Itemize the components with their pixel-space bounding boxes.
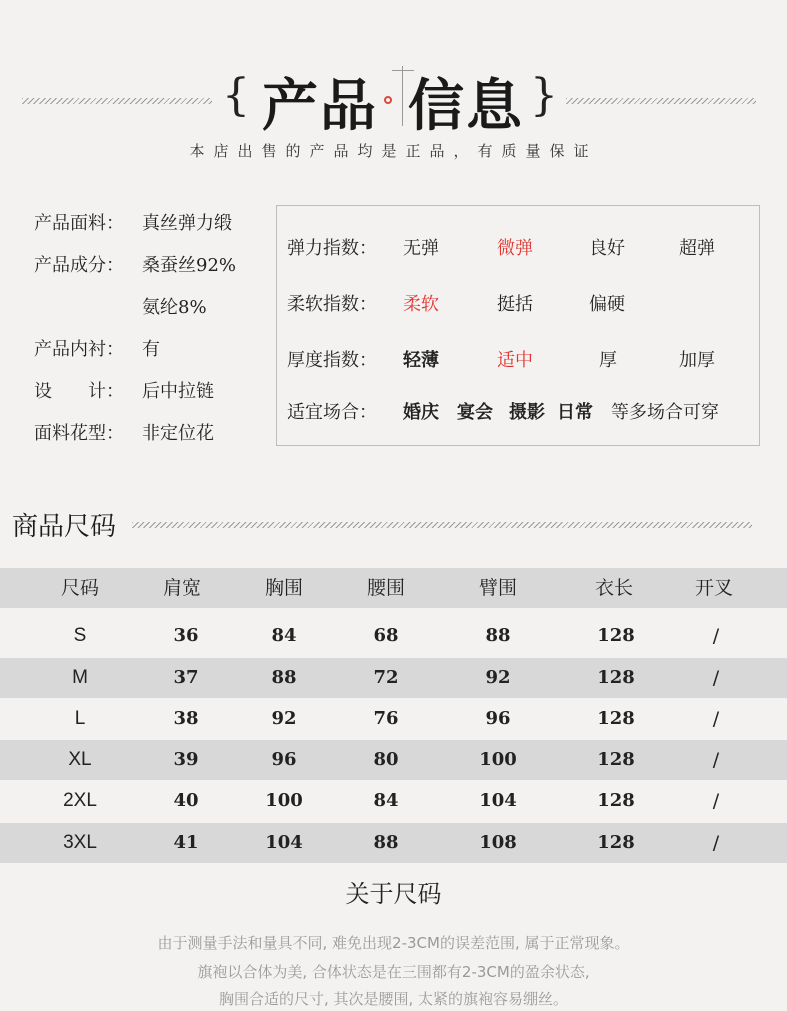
- elasticity-option-selected: 微弹: [497, 238, 533, 259]
- shoulder-cell: 37: [173, 667, 199, 688]
- table-header-cell: 胸围: [264, 577, 303, 599]
- elasticity-label: 弹力指数：: [287, 238, 377, 259]
- table-row: [0, 658, 787, 698]
- arm-cell: 100: [479, 749, 517, 770]
- spec-row: [34, 377, 214, 403]
- thickness-label: 厚度指数：: [287, 350, 377, 371]
- length-cell: 128: [597, 708, 635, 729]
- length-cell: 128: [597, 667, 635, 688]
- title-right: 信息: [408, 73, 524, 139]
- shoulder-cell: 41: [173, 832, 199, 853]
- chest-cell: 104: [265, 832, 303, 853]
- slit-cell: /: [712, 790, 720, 812]
- arm-cell: 104: [479, 790, 517, 811]
- spec-value: 真丝弹力缎: [142, 213, 232, 234]
- spec-value: 后中拉链: [142, 381, 214, 402]
- title-divider: [402, 66, 403, 126]
- arm-cell: 96: [485, 708, 511, 729]
- softness-option-selected: 柔软: [403, 294, 439, 315]
- thickness-option: 厚: [599, 350, 617, 371]
- thickness-option: 加厚: [679, 350, 715, 371]
- slit-cell: /: [712, 667, 720, 689]
- spec-row: [34, 419, 214, 445]
- chest-cell: 88: [271, 667, 297, 688]
- size-section-hatch: [132, 522, 752, 528]
- length-cell: 128: [597, 832, 635, 853]
- spec-row: [34, 335, 160, 361]
- table-row: [0, 616, 787, 656]
- page-title: [0, 62, 787, 139]
- spec-row: [34, 251, 236, 277]
- spec-row: [34, 209, 232, 235]
- size-cell: M: [72, 667, 88, 688]
- about-note: 由于测量手法和量具不同, 难免出现2-3CM的误差范围, 属于正常现象。: [157, 934, 630, 952]
- length-cell: 128: [597, 625, 635, 646]
- table-row: [0, 699, 787, 739]
- size-cell: 2XL: [63, 790, 97, 811]
- table-row: [0, 823, 787, 863]
- spec-value: 桑蚕丝92%: [142, 255, 237, 276]
- about-title: 关于尺码: [345, 880, 442, 908]
- occasion-label: 适宜场合：: [287, 402, 377, 423]
- elasticity-option: 无弹: [403, 238, 439, 259]
- spec-label: 产品成分：: [34, 255, 124, 276]
- slit-cell: /: [712, 832, 720, 854]
- slit-cell: /: [712, 749, 720, 771]
- slit-cell: /: [712, 708, 720, 730]
- spec-value: 非定位花: [142, 423, 214, 444]
- occasion-item: 日常: [557, 402, 593, 423]
- spec-label: 产品面料：: [34, 213, 124, 234]
- spec-label: 设 计：: [34, 381, 124, 402]
- spec-value: 有: [142, 339, 160, 360]
- brace-right: }: [530, 70, 558, 121]
- length-cell: 128: [597, 749, 635, 770]
- size-cell: 3XL: [63, 832, 97, 853]
- size-section-title: 商品尺码: [12, 512, 117, 542]
- table-header-cell: 腰围: [366, 577, 405, 599]
- shoulder-cell: 40: [173, 790, 199, 811]
- shoulder-cell: 38: [173, 708, 199, 729]
- occasion-suffix: 等多场合可穿: [611, 402, 719, 423]
- size-cell: XL: [68, 749, 92, 770]
- spec-label: 产品内衬：: [34, 339, 124, 360]
- arm-cell: 88: [485, 625, 511, 646]
- chest-cell: 92: [271, 708, 297, 729]
- size-cell: S: [73, 625, 87, 646]
- waist-cell: 72: [373, 667, 399, 688]
- occasion-item: 摄影: [509, 402, 545, 423]
- waist-cell: 88: [373, 832, 399, 853]
- brace-left: {: [222, 70, 250, 121]
- arm-cell: 108: [479, 832, 517, 853]
- softness-label: 柔软指数：: [287, 294, 377, 315]
- title-left: 产品: [262, 73, 378, 139]
- table-row: [0, 740, 787, 780]
- table-header-row: [0, 568, 787, 608]
- waist-cell: 68: [373, 625, 399, 646]
- length-cell: 128: [597, 790, 635, 811]
- occasion-item: 宴会: [457, 402, 493, 423]
- about-note: 旗袍以合体为美, 合体状态是在三围都有2-3CM的盈余状态,: [197, 963, 590, 981]
- shoulder-cell: 36: [173, 625, 199, 646]
- arm-cell: 92: [485, 667, 511, 688]
- chest-cell: 96: [271, 749, 297, 770]
- spec-row: [34, 293, 207, 319]
- elasticity-option: 超弹: [679, 238, 715, 259]
- elasticity-option: 良好: [589, 238, 625, 259]
- size-cell: L: [74, 708, 86, 729]
- thickness-option-selected: 适中: [497, 350, 533, 371]
- title-dot-icon: [384, 96, 392, 104]
- waist-cell: 76: [373, 708, 399, 729]
- table-row: [0, 781, 787, 821]
- table-header-cell: 衣长: [594, 577, 633, 599]
- thickness-option: 轻薄: [403, 350, 439, 371]
- softness-option: 偏硬: [589, 294, 625, 315]
- page-subtitle: 本店出售的产品均是正品，有质量保证: [189, 142, 598, 160]
- occasion-item: 婚庆: [403, 402, 439, 423]
- table-header-cell: 尺码: [60, 577, 99, 599]
- softness-option: 挺括: [497, 294, 533, 315]
- spec-value: 氨纶8%: [142, 297, 207, 318]
- table-header-cell: 开叉: [694, 577, 733, 599]
- about-note: 胸围合适的尺寸, 其次是腰围, 太紧的旗袍容易绷丝。: [218, 990, 569, 1008]
- index-box: [276, 205, 760, 446]
- waist-cell: 80: [373, 749, 399, 770]
- table-header-cell: 肩宽: [162, 577, 201, 599]
- slit-cell: /: [712, 625, 720, 647]
- chest-cell: 100: [265, 790, 303, 811]
- spec-label: 面料花型：: [34, 423, 124, 444]
- chest-cell: 84: [271, 625, 297, 646]
- table-header-cell: 臂围: [478, 577, 517, 599]
- waist-cell: 84: [373, 790, 399, 811]
- shoulder-cell: 39: [173, 749, 199, 770]
